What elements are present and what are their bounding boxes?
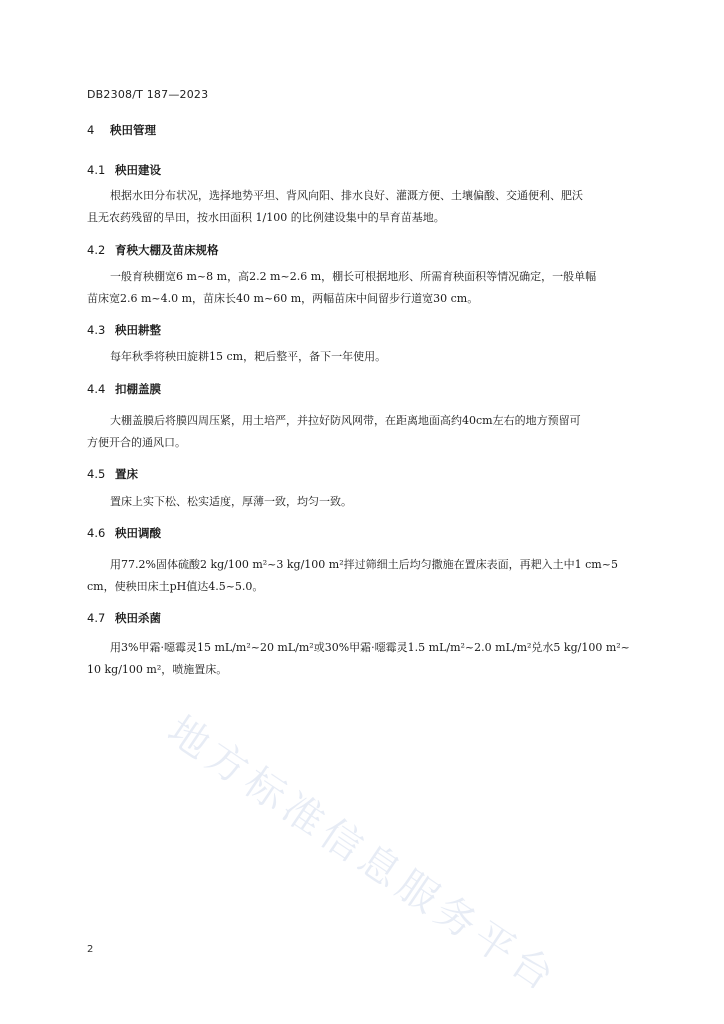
subsection-4-1-text — [87, 185, 656, 229]
subsection-number: 4.3 — [87, 323, 106, 337]
subsection-4-5-text — [87, 491, 656, 513]
section-number: 4 — [87, 123, 95, 137]
subsection-number: 4.4 — [87, 382, 106, 396]
subsection-4-7-text — [87, 637, 656, 681]
paragraph-line: 用3%甲霜·噁霉灵15 mL/m²~20 mL/m²或30%甲霜·噁霉灵1.5 mL/m²~2.0 mL/m²兑水5 kg/100 m²~ — [110, 641, 630, 654]
subsection-4-1-heading — [87, 162, 161, 178]
subsection-4-4-heading — [87, 381, 161, 397]
subsection-number: 4.1 — [87, 163, 106, 177]
subsection-4-3-heading — [87, 322, 161, 338]
subsection-number: 4.5 — [87, 467, 106, 481]
paragraph-line: 一般育秧棚宽6 m~8 m，高2.2 m~2.6 m，棚长可根据地形、所需育秧面积等情况确定，一般单幅 — [110, 270, 597, 283]
paragraph-line: 且无农药残留的旱田，按水田面积 1/100 的比例建设集中的旱育苗基地。 — [87, 211, 445, 224]
subsection-title: 秧田杀菌 — [115, 611, 161, 625]
subsection-number: 4.7 — [87, 611, 106, 625]
watermark: 地方标准信息服务平台 — [159, 707, 567, 1003]
paragraph-line: 置床上实下松、松实适度，厚薄一致，均匀一致。 — [110, 495, 352, 508]
subsection-title: 秧田耕整 — [115, 323, 161, 337]
paragraph-line: cm，使秧田床土pH值达4.5~5.0。 — [87, 580, 264, 593]
subsection-4-3-text — [87, 346, 656, 368]
paragraph-line: 苗床宽2.6 m~4.0 m，苗床长40 m~60 m，两幅苗床中间留步行道宽30 cm。 — [87, 292, 479, 305]
subsection-4-2-heading — [87, 242, 219, 258]
subsection-title: 育秧大棚及苗床规格 — [115, 243, 219, 257]
page-number: 2 — [87, 944, 94, 955]
subsection-4-6-heading — [87, 525, 161, 541]
paragraph-line: 用77.2%固体硫酸2 kg/100 m²~3 kg/100 m²拌过筛细土后均匀撒施在置床表面，再耙入土中1 cm~5 — [110, 558, 618, 571]
subsection-title: 置床 — [115, 467, 138, 481]
paragraph-line: 方便开合的通风口。 — [87, 436, 186, 449]
document-code: DB2308/T 187—2023 — [87, 88, 209, 101]
subsection-4-5-heading — [87, 466, 138, 482]
subsection-title: 秧田建设 — [115, 163, 161, 177]
subsection-title: 秧田调酸 — [115, 526, 161, 540]
paragraph-line: 大棚盖膜后将膜四周压紧，用土培严，并拉好防风网带，在距离地面高约40cm左右的地方预留可 — [110, 414, 581, 427]
subsection-4-4-text — [87, 410, 656, 454]
subsection-4-7-heading — [87, 610, 161, 626]
subsection-4-6-text — [87, 554, 656, 598]
subsection-number: 4.2 — [87, 243, 106, 257]
section-4-heading — [87, 122, 156, 138]
paragraph-line: 根据水田分布状况，选择地势平坦、背风向阳、排水良好、灌溉方便、土壤偏酸、交通便利、肥沃 — [110, 189, 583, 202]
paragraph-line: 每年秋季将秧田旋耕15 cm，耙后整平，备下一年使用。 — [110, 350, 387, 363]
paragraph-line: 10 kg/100 m²，喷施置床。 — [87, 663, 228, 676]
subsection-title: 扣棚盖膜 — [115, 382, 161, 396]
subsection-4-2-text — [87, 266, 656, 310]
subsection-number: 4.6 — [87, 526, 106, 540]
section-title: 秧田管理 — [110, 123, 156, 137]
